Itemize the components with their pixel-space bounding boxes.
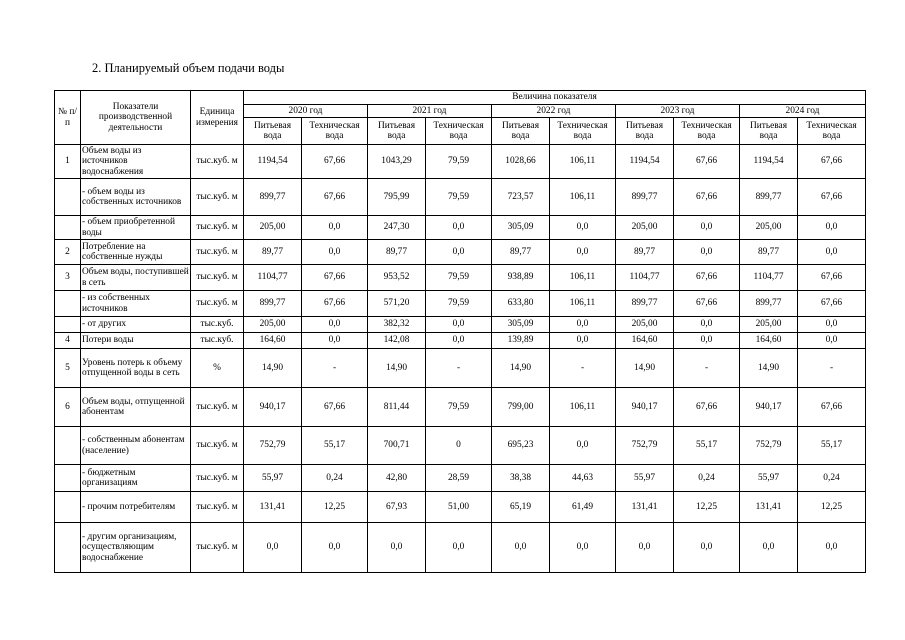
row-number xyxy=(55,216,81,240)
row-indicator: Объем воды, отпущенной абонентам xyxy=(81,388,191,427)
drinking-water-value: 1028,66 xyxy=(492,145,550,179)
technical-water-value: 12,25 xyxy=(674,492,740,523)
technical-water-value: 106,11 xyxy=(550,265,616,291)
technical-water-value: 79,59 xyxy=(426,145,492,179)
drinking-water-value: 1104,77 xyxy=(616,265,674,291)
drinking-water-value: 205,00 xyxy=(244,317,302,333)
header-year: 2023 год xyxy=(616,105,740,118)
technical-water-value: 0,0 xyxy=(550,333,616,349)
drinking-water-value: 1194,54 xyxy=(616,145,674,179)
technical-water-value: 67,66 xyxy=(674,265,740,291)
technical-water-value: 61,49 xyxy=(550,492,616,523)
drinking-water-value: 940,17 xyxy=(740,388,798,427)
technical-water-value: 67,66 xyxy=(302,145,368,179)
drinking-water-value: 940,17 xyxy=(244,388,302,427)
technical-water-value: 51,00 xyxy=(426,492,492,523)
drinking-water-value: 14,90 xyxy=(616,349,674,388)
section-title: 2. Планируемый объем подачи воды xyxy=(92,61,285,75)
drinking-water-value: 0,0 xyxy=(244,523,302,573)
header-technical: Техническая вода xyxy=(798,118,866,145)
drinking-water-value: 1194,54 xyxy=(244,145,302,179)
row-indicator: Объем воды, поступившей в сеть xyxy=(81,265,191,291)
technical-water-value: - xyxy=(426,349,492,388)
row-number xyxy=(55,492,81,523)
drinking-water-value: 67,93 xyxy=(368,492,426,523)
technical-water-value: - xyxy=(550,349,616,388)
drinking-water-value: 65,19 xyxy=(492,492,550,523)
row-unit: тыс.куб. xyxy=(191,317,244,333)
drinking-water-value: 633,80 xyxy=(492,291,550,317)
drinking-water-value: 953,52 xyxy=(368,265,426,291)
technical-water-value: 0,0 xyxy=(798,216,866,240)
technical-water-value: 67,66 xyxy=(798,291,866,317)
technical-water-value: - xyxy=(798,349,866,388)
drinking-water-value: 752,79 xyxy=(740,427,798,465)
technical-water-value: 79,59 xyxy=(426,265,492,291)
header-drinking: Питьевая вода xyxy=(740,118,798,145)
drinking-water-value: 89,77 xyxy=(244,240,302,265)
drinking-water-value: 205,00 xyxy=(740,317,798,333)
technical-water-value: 106,11 xyxy=(550,388,616,427)
technical-water-value: 0,0 xyxy=(426,216,492,240)
row-indicator: Потребление на собственные нужды xyxy=(81,240,191,265)
technical-water-value: 0,24 xyxy=(798,465,866,492)
technical-water-value: 67,66 xyxy=(302,291,368,317)
technical-water-value: 0,0 xyxy=(302,317,368,333)
drinking-water-value: 14,90 xyxy=(740,349,798,388)
table-row xyxy=(55,216,866,240)
row-number: 2 xyxy=(55,240,81,265)
header-group: Величина показателя xyxy=(244,91,866,105)
technical-water-value: 0,0 xyxy=(302,333,368,349)
drinking-water-value: 131,41 xyxy=(740,492,798,523)
technical-water-value: 79,59 xyxy=(426,388,492,427)
table-row xyxy=(55,145,866,179)
drinking-water-value: 247,30 xyxy=(368,216,426,240)
drinking-water-value: 14,90 xyxy=(244,349,302,388)
technical-water-value: 0,0 xyxy=(674,240,740,265)
technical-water-value: 0,24 xyxy=(302,465,368,492)
row-number: 5 xyxy=(55,349,81,388)
drinking-water-value: 940,17 xyxy=(616,388,674,427)
table-row xyxy=(55,492,866,523)
row-unit: тыс.куб. м xyxy=(191,492,244,523)
drinking-water-value: 899,77 xyxy=(244,291,302,317)
drinking-water-value: 131,41 xyxy=(244,492,302,523)
row-unit: тыс.куб. xyxy=(191,333,244,349)
drinking-water-value: 1194,54 xyxy=(740,145,798,179)
header-drinking: Питьевая вода xyxy=(616,118,674,145)
table-row xyxy=(55,388,866,427)
row-indicator: Уровень потерь к объему отпущенной воды в сеть xyxy=(81,349,191,388)
technical-water-value: 67,66 xyxy=(302,265,368,291)
drinking-water-value: 0,0 xyxy=(616,523,674,573)
technical-water-value: 67,66 xyxy=(302,179,368,216)
drinking-water-value: 14,90 xyxy=(492,349,550,388)
technical-water-value: 79,59 xyxy=(426,179,492,216)
drinking-water-value: 799,00 xyxy=(492,388,550,427)
technical-water-value: 28,59 xyxy=(426,465,492,492)
drinking-water-value: 700,71 xyxy=(368,427,426,465)
technical-water-value: 0,0 xyxy=(302,216,368,240)
row-number xyxy=(55,179,81,216)
drinking-water-value: 131,41 xyxy=(616,492,674,523)
drinking-water-value: 795,99 xyxy=(368,179,426,216)
technical-water-value: 67,66 xyxy=(674,388,740,427)
technical-water-value: 0,0 xyxy=(426,317,492,333)
row-unit: тыс.куб. м xyxy=(191,465,244,492)
table-row xyxy=(55,427,866,465)
row-indicator: - другим организациям, осуществляющим водоснабжение xyxy=(81,523,191,573)
drinking-water-value: 38,38 xyxy=(492,465,550,492)
technical-water-value: 106,11 xyxy=(550,179,616,216)
technical-water-value: 79,59 xyxy=(426,291,492,317)
drinking-water-value: 55,97 xyxy=(616,465,674,492)
table-row xyxy=(55,333,866,349)
technical-water-value: 12,25 xyxy=(302,492,368,523)
drinking-water-value: 0,0 xyxy=(368,523,426,573)
drinking-water-value: 899,77 xyxy=(244,179,302,216)
technical-water-value: 44,63 xyxy=(550,465,616,492)
technical-water-value: 67,66 xyxy=(302,388,368,427)
technical-water-value: 0 xyxy=(426,427,492,465)
drinking-water-value: 89,77 xyxy=(492,240,550,265)
drinking-water-value: 899,77 xyxy=(616,291,674,317)
header-unit: Единица измерения xyxy=(191,91,244,145)
row-unit: тыс.куб. м xyxy=(191,427,244,465)
drinking-water-value: 55,97 xyxy=(740,465,798,492)
technical-water-value: 67,66 xyxy=(674,291,740,317)
header-technical: Техническая вода xyxy=(302,118,368,145)
header-technical: Техническая вода xyxy=(426,118,492,145)
header-year: 2020 год xyxy=(244,105,368,118)
header-no: № п/п xyxy=(55,91,81,145)
drinking-water-value: 695,23 xyxy=(492,427,550,465)
table-row xyxy=(55,179,866,216)
drinking-water-value: 205,00 xyxy=(616,216,674,240)
drinking-water-value: 938,89 xyxy=(492,265,550,291)
drinking-water-value: 0,0 xyxy=(492,523,550,573)
technical-water-value: 67,66 xyxy=(798,388,866,427)
drinking-water-value: 305,09 xyxy=(492,317,550,333)
row-number xyxy=(55,523,81,573)
technical-water-value: 0,0 xyxy=(302,240,368,265)
row-unit: тыс.куб. м xyxy=(191,240,244,265)
drinking-water-value: 89,77 xyxy=(616,240,674,265)
drinking-water-value: 205,00 xyxy=(244,216,302,240)
row-number xyxy=(55,427,81,465)
table-row xyxy=(55,349,866,388)
drinking-water-value: 571,20 xyxy=(368,291,426,317)
header-drinking: Питьевая вода xyxy=(368,118,426,145)
drinking-water-value: 42,80 xyxy=(368,465,426,492)
header-technical: Техническая вода xyxy=(674,118,740,145)
technical-water-value: 0,24 xyxy=(674,465,740,492)
technical-water-value: 55,17 xyxy=(674,427,740,465)
row-number: 3 xyxy=(55,265,81,291)
row-number xyxy=(55,465,81,492)
water-supply-table xyxy=(54,90,866,573)
row-indicator: - от других xyxy=(81,317,191,333)
drinking-water-value: 1104,77 xyxy=(740,265,798,291)
row-number: 1 xyxy=(55,145,81,179)
drinking-water-value: 899,77 xyxy=(740,291,798,317)
technical-water-value: 67,66 xyxy=(798,265,866,291)
technical-water-value: - xyxy=(302,349,368,388)
technical-water-value: 0,0 xyxy=(798,317,866,333)
drinking-water-value: 0,0 xyxy=(740,523,798,573)
row-indicator: Объем воды из источников водоснабжения xyxy=(81,145,191,179)
drinking-water-value: 1043,29 xyxy=(368,145,426,179)
row-unit: тыс.куб. м xyxy=(191,216,244,240)
drinking-water-value: 752,79 xyxy=(616,427,674,465)
header-year: 2021 год xyxy=(368,105,492,118)
drinking-water-value: 811,44 xyxy=(368,388,426,427)
technical-water-value: 0,0 xyxy=(550,216,616,240)
drinking-water-value: 164,60 xyxy=(740,333,798,349)
row-unit: тыс.куб. м xyxy=(191,179,244,216)
technical-water-value: 0,0 xyxy=(798,523,866,573)
technical-water-value: 0,0 xyxy=(550,317,616,333)
technical-water-value: 0,0 xyxy=(674,216,740,240)
table-row xyxy=(55,465,866,492)
header-year: 2022 год xyxy=(492,105,616,118)
table-row xyxy=(55,291,866,317)
table-row xyxy=(55,240,866,265)
row-unit: тыс.куб. м xyxy=(191,291,244,317)
drinking-water-value: 752,79 xyxy=(244,427,302,465)
row-indicator: - собственным абонентам (население) xyxy=(81,427,191,465)
row-number xyxy=(55,317,81,333)
technical-water-value: 0,0 xyxy=(426,333,492,349)
technical-water-value: 0,0 xyxy=(550,523,616,573)
drinking-water-value: 382,32 xyxy=(368,317,426,333)
drinking-water-value: 164,60 xyxy=(244,333,302,349)
row-indicator: - прочим потребителям xyxy=(81,492,191,523)
technical-water-value: 0,0 xyxy=(674,523,740,573)
technical-water-value: 67,66 xyxy=(798,179,866,216)
technical-water-value: 0,0 xyxy=(550,240,616,265)
row-number: 4 xyxy=(55,333,81,349)
table-body xyxy=(55,145,866,573)
row-indicator: Потери воды xyxy=(81,333,191,349)
drinking-water-value: 14,90 xyxy=(368,349,426,388)
table-row xyxy=(55,317,866,333)
drinking-water-value: 164,60 xyxy=(616,333,674,349)
row-indicator: - бюджетным организациям xyxy=(81,465,191,492)
technical-water-value: 106,11 xyxy=(550,291,616,317)
header-drinking: Питьевая вода xyxy=(492,118,550,145)
technical-water-value: 0,0 xyxy=(674,317,740,333)
technical-water-value: 0,0 xyxy=(798,333,866,349)
drinking-water-value: 899,77 xyxy=(740,179,798,216)
row-number xyxy=(55,291,81,317)
row-indicator: - из собственных источников xyxy=(81,291,191,317)
technical-water-value: 0,0 xyxy=(550,427,616,465)
technical-water-value: 67,66 xyxy=(674,179,740,216)
technical-water-value: - xyxy=(674,349,740,388)
technical-water-value: 0,0 xyxy=(426,523,492,573)
drinking-water-value: 305,09 xyxy=(492,216,550,240)
table-row xyxy=(55,523,866,573)
row-unit: % xyxy=(191,349,244,388)
drinking-water-value: 89,77 xyxy=(740,240,798,265)
row-indicator: - объем воды из собственных источников xyxy=(81,179,191,216)
technical-water-value: 67,66 xyxy=(674,145,740,179)
drinking-water-value: 205,00 xyxy=(616,317,674,333)
row-indicator: - объем приобретенной воды xyxy=(81,216,191,240)
drinking-water-value: 723,57 xyxy=(492,179,550,216)
drinking-water-value: 55,97 xyxy=(244,465,302,492)
row-unit: тыс.куб. м xyxy=(191,145,244,179)
technical-water-value: 12,25 xyxy=(798,492,866,523)
drinking-water-value: 899,77 xyxy=(616,179,674,216)
row-unit: тыс.куб. м xyxy=(191,523,244,573)
technical-water-value: 0,0 xyxy=(426,240,492,265)
drinking-water-value: 139,89 xyxy=(492,333,550,349)
row-unit: тыс.куб. м xyxy=(191,265,244,291)
row-number: 6 xyxy=(55,388,81,427)
header-indicator: Показатели производственной деятельности xyxy=(81,91,191,145)
technical-water-value: 67,66 xyxy=(798,145,866,179)
drinking-water-value: 89,77 xyxy=(368,240,426,265)
drinking-water-value: 205,00 xyxy=(740,216,798,240)
technical-water-value: 55,17 xyxy=(302,427,368,465)
technical-water-value: 55,17 xyxy=(798,427,866,465)
drinking-water-value: 142,08 xyxy=(368,333,426,349)
technical-water-value: 0,0 xyxy=(674,333,740,349)
table-row xyxy=(55,265,866,291)
drinking-water-value: 1104,77 xyxy=(244,265,302,291)
technical-water-value: 0,0 xyxy=(302,523,368,573)
header-technical: Техническая вода xyxy=(550,118,616,145)
header-drinking: Питьевая вода xyxy=(244,118,302,145)
row-unit: тыс.куб. м xyxy=(191,388,244,427)
technical-water-value: 0,0 xyxy=(798,240,866,265)
technical-water-value: 106,11 xyxy=(550,145,616,179)
header-year: 2024 год xyxy=(740,105,866,118)
